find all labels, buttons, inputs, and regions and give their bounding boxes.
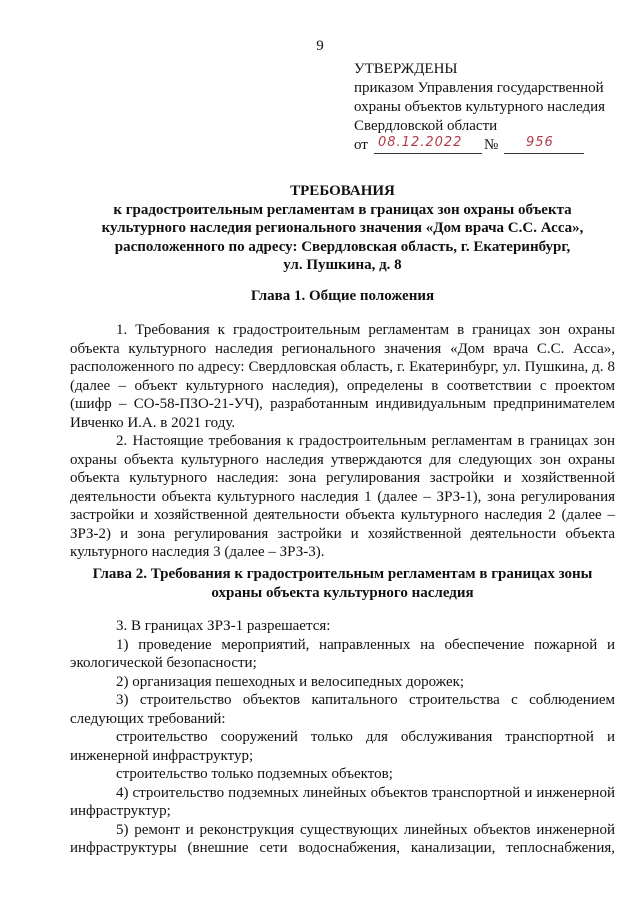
paragraph: 1. Требования к градостроительным регламентам в границах зон охраны объекта культурного наследия регионального значения «Дом врача С.С. Асса», расположенного по адресу: Свердловская область, г. Екатеринбург, ул. Пушкина, д. 8 (далее – объект культурного наследия), определены в соответствии с проектом (шифр – СО-58-ПЗО-21-УЧ), разработанным индивидуальным предпринимателем Ивченко И.А. в 2021 году. — [70, 322, 615, 431]
title-line: к градостроительным регламентам в границах зон охраны объекта — [113, 201, 572, 218]
chapter1-heading: Глава 1. Общие положения — [250, 288, 435, 304]
chapter2-body — [70, 617, 615, 858]
title-line: расположенного по адресу: Свердловская область, г. Екатеринбург, — [114, 238, 571, 255]
paragraph: 2) организация пешеходных и велосипедных дорожек; — [116, 673, 465, 690]
paragraph: 4) строительство подземных линейных объектов транспортной и инженерной инфраструктур; — [70, 784, 615, 819]
from-label: от — [354, 137, 368, 153]
approval-title: УТВЕРЖДЕНЫ — [354, 61, 458, 77]
paragraph: 3) строительство объектов капитального строительства с соблюдением следующих требований: — [70, 692, 615, 727]
paragraph: 2. Настоящие требования к градостроительным регламентам в границах зон охраны объекта культурного наследия утверждаются для следующих зон охраны объекта культурного наследия: зона регулирования застройки и хозяйственной деятельности объекта культурного наследия 1 (далее – ЗРЗ-1), зона регулирования застройки и хозяйственной деятельности объекта культурного наследия 2 (далее – ЗРЗ-2) и зона регулирования застройки и хозяйственной деятельности объекта культурного наследия 3 (далее – ЗРЗ-3). — [70, 433, 615, 560]
date-underline — [374, 153, 482, 154]
chapter2-heading-line1: Глава 2. Требования к градостроительным регламентам в границах зоны — [92, 566, 593, 582]
approval-authority-line: охраны объектов культурного наследия — [354, 99, 606, 115]
number-underline — [504, 153, 584, 154]
paragraph: 3. В границах ЗРЗ-1 разрешается: — [116, 618, 331, 634]
handwritten-number: 956 — [526, 135, 554, 150]
paragraph: строительство только подземных объектов; — [116, 766, 393, 782]
approval-order-line: приказом Управления государственной — [354, 80, 604, 96]
approval-date-number-row — [354, 136, 624, 158]
chapter2-heading-line2: охраны объекта культурного наследия — [211, 584, 474, 601]
paragraph: 5) ремонт и реконструкция существующих линейных объектов инженерной инфраструктуры (внешние сети водоснабжения, канализации, теплоснабжения, — [70, 821, 615, 856]
chapter1-body — [70, 321, 615, 562]
page-number: 9 — [316, 38, 324, 54]
title-line: ул. Пушкина, д. 8 — [283, 257, 402, 273]
document-title — [70, 182, 615, 275]
approval-region-line: Свердловской области — [354, 118, 498, 134]
title-heading: ТРЕБОВАНИЯ — [290, 183, 395, 199]
paragraph: 1) проведение мероприятий, направленных на обеспечение пожарной и экологической безопасности; — [70, 636, 615, 671]
approval-block — [354, 60, 624, 158]
title-line: культурного наследия регионального значения «Дом врача С.С. Асса», — [101, 220, 584, 236]
paragraph: строительство сооружений только для обслуживания транспортной и инженерной инфраструктур; — [70, 729, 615, 764]
chapter2-heading — [70, 565, 615, 602]
number-label: № — [484, 137, 499, 153]
handwritten-date: 08.12.2022 — [378, 135, 463, 150]
